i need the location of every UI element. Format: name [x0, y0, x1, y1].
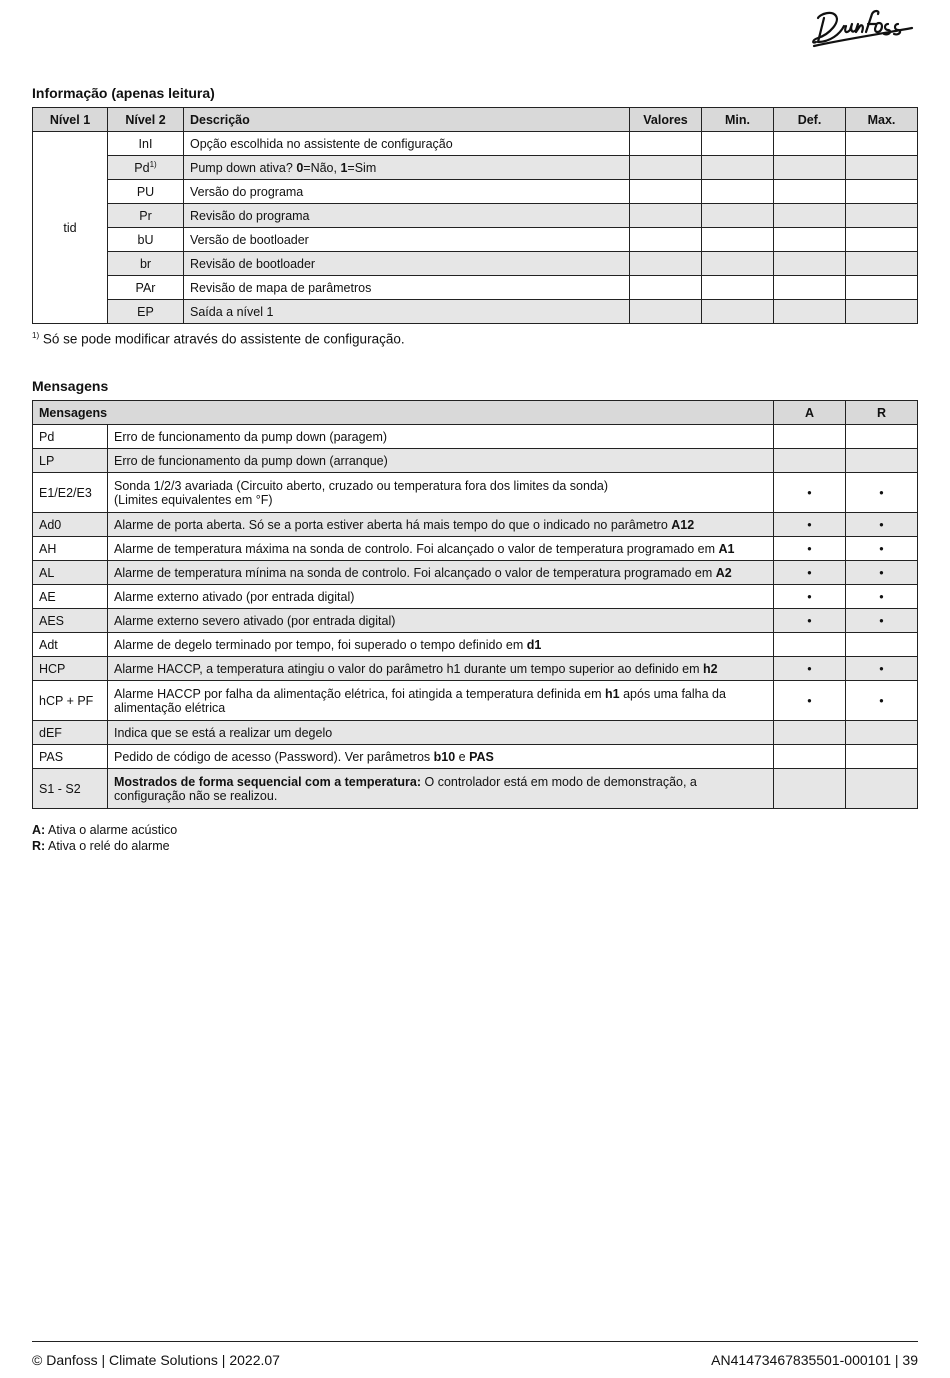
r-bullet: • [846, 585, 918, 609]
legend-a: A: Ativa o alarme acústico [32, 823, 178, 837]
message-code: Ad0 [33, 513, 108, 537]
a-bullet: • [774, 585, 846, 609]
desc-cell: Versão do programa [184, 180, 630, 204]
message-code: S1 - S2 [33, 769, 108, 809]
message-text: Indica que se está a realizar um degelo [108, 721, 774, 745]
desc-cell: Revisão de mapa de parâmetros [184, 276, 630, 300]
message-row [33, 633, 918, 657]
footer-doc-number: AN41473467835501-000101 | 39 [711, 1352, 918, 1368]
messages-header-row [33, 401, 918, 425]
message-code: AE [33, 585, 108, 609]
info-row [33, 180, 918, 204]
code-cell: EP [108, 300, 184, 324]
code-cell: InI [108, 132, 184, 156]
message-text: Alarme de degelo terminado por tempo, foi superado o tempo definido em d1 [108, 633, 774, 657]
r-bullet: • [846, 513, 918, 537]
r-bullet: • [846, 473, 918, 513]
r-bullet: • [846, 609, 918, 633]
col-a: A [774, 401, 846, 425]
r-bullet: • [846, 657, 918, 681]
info-footnote: $^{1)}$ Só se pode modificar através do assistente de configuração. [32, 331, 405, 347]
info-row [33, 228, 918, 252]
danfoss-logo [810, 4, 916, 48]
footer-copyright: © Danfoss | Climate Solutions | 2022.07 [32, 1352, 280, 1368]
code-cell: PAr [108, 276, 184, 300]
message-row [33, 473, 918, 513]
col-nivel2: Nível 2 [108, 108, 184, 132]
message-text: Alarme de temperatura máxima na sonda de controlo. Foi alcançado o valor de temperatura programado em A1 [108, 537, 774, 561]
info-row [33, 132, 918, 156]
desc-cell: Saída a nível 1 [184, 300, 630, 324]
info-row [33, 156, 918, 180]
message-code: LP [33, 449, 108, 473]
message-text: Alarme de porta aberta. Só se a porta estiver aberta há mais tempo do que o indicado no parâmetro A12 [108, 513, 774, 537]
desc-cell: Revisão de bootloader [184, 252, 630, 276]
message-code: AH [33, 537, 108, 561]
footer-divider [32, 1341, 918, 1342]
message-text: Pedido de código de acesso (Password). Ver parâmetros b10 e PAS [108, 745, 774, 769]
code-cell: Pd$^{1)}$ [108, 156, 184, 180]
messages-table [32, 400, 918, 809]
a-bullet: • [774, 609, 846, 633]
info-header-row [33, 108, 918, 132]
message-row [33, 537, 918, 561]
message-row [33, 745, 918, 769]
info-table [32, 107, 918, 324]
info-row [33, 300, 918, 324]
message-row [33, 425, 918, 449]
col-nivel1: Nível 1 [33, 108, 108, 132]
message-row [33, 513, 918, 537]
message-code: HCP [33, 657, 108, 681]
desc-cell: Revisão do programa [184, 204, 630, 228]
message-code: AES [33, 609, 108, 633]
a-bullet: • [774, 657, 846, 681]
info-section-title: Informação (apenas leitura) [32, 85, 215, 101]
a-bullet: • [774, 513, 846, 537]
messages-section-title: Mensagens [32, 378, 109, 394]
message-code: PAS [33, 745, 108, 769]
a-bullet: • [774, 473, 846, 513]
level1-tid: tid [33, 132, 108, 324]
message-code: Pd [33, 425, 108, 449]
code-cell: Pr [108, 204, 184, 228]
code-cell: PU [108, 180, 184, 204]
message-code: dEF [33, 721, 108, 745]
message-row [33, 561, 918, 585]
message-row [33, 657, 918, 681]
r-bullet: • [846, 681, 918, 721]
a-bullet: • [774, 681, 846, 721]
col-valores: Valores [630, 108, 702, 132]
r-bullet: • [846, 561, 918, 585]
message-row [33, 609, 918, 633]
message-row [33, 449, 918, 473]
desc-cell: Opção escolhida no assistente de configuração [184, 132, 630, 156]
message-text: Alarme de temperatura mínima na sonda de controlo. Foi alcançado o valor de temperatura programado em A2 [108, 561, 774, 585]
code-cell: bU [108, 228, 184, 252]
message-row [33, 585, 918, 609]
message-text: Erro de funcionamento da pump down (arranque) [108, 449, 774, 473]
message-row [33, 721, 918, 745]
r-bullet: • [846, 537, 918, 561]
col-def: Def. [774, 108, 846, 132]
message-code: E1/E2/E3 [33, 473, 108, 513]
info-row [33, 276, 918, 300]
desc-cell: Pump down ativa? 0=Não, 1=Sim [184, 156, 630, 180]
message-row [33, 769, 918, 809]
message-text: Sonda 1/2/3 avariada (Circuito aberto, cruzado ou temperatura fora dos limites da sonda) (Limites equivalentes em °F) [108, 473, 774, 513]
col-descricao: Descrição [184, 108, 630, 132]
a-bullet: • [774, 561, 846, 585]
message-code: hCP + PF [33, 681, 108, 721]
desc-cell: Versão de bootloader [184, 228, 630, 252]
message-text: Alarme externo ativado (por entrada digital) [108, 585, 774, 609]
col-mensagens: Mensagens [33, 401, 774, 425]
code-cell: br [108, 252, 184, 276]
a-bullet: • [774, 537, 846, 561]
message-text: Alarme HACCP, a temperatura atingiu o valor do parâmetro h1 durante um tempo superior ao definido em h2 [108, 657, 774, 681]
legend-r: R: Ativa o relé do alarme [32, 839, 170, 853]
message-text: Alarme externo severo ativado (por entrada digital) [108, 609, 774, 633]
info-row [33, 204, 918, 228]
col-min: Min. [702, 108, 774, 132]
message-code: AL [33, 561, 108, 585]
messages-legend [32, 822, 177, 854]
message-text: Alarme HACCP por falha da alimentação elétrica, foi atingida a temperatura definida em h1 após uma falha da alimentação elétrica [108, 681, 774, 721]
col-max: Max. [846, 108, 918, 132]
message-text: Mostrados de forma sequencial com a temperatura: O controlador está em modo de demonstração, a configuração não se realizou. [108, 769, 774, 809]
message-row [33, 681, 918, 721]
col-r: R [846, 401, 918, 425]
message-code: Adt [33, 633, 108, 657]
message-text: Erro de funcionamento da pump down (paragem) [108, 425, 774, 449]
info-row [33, 252, 918, 276]
